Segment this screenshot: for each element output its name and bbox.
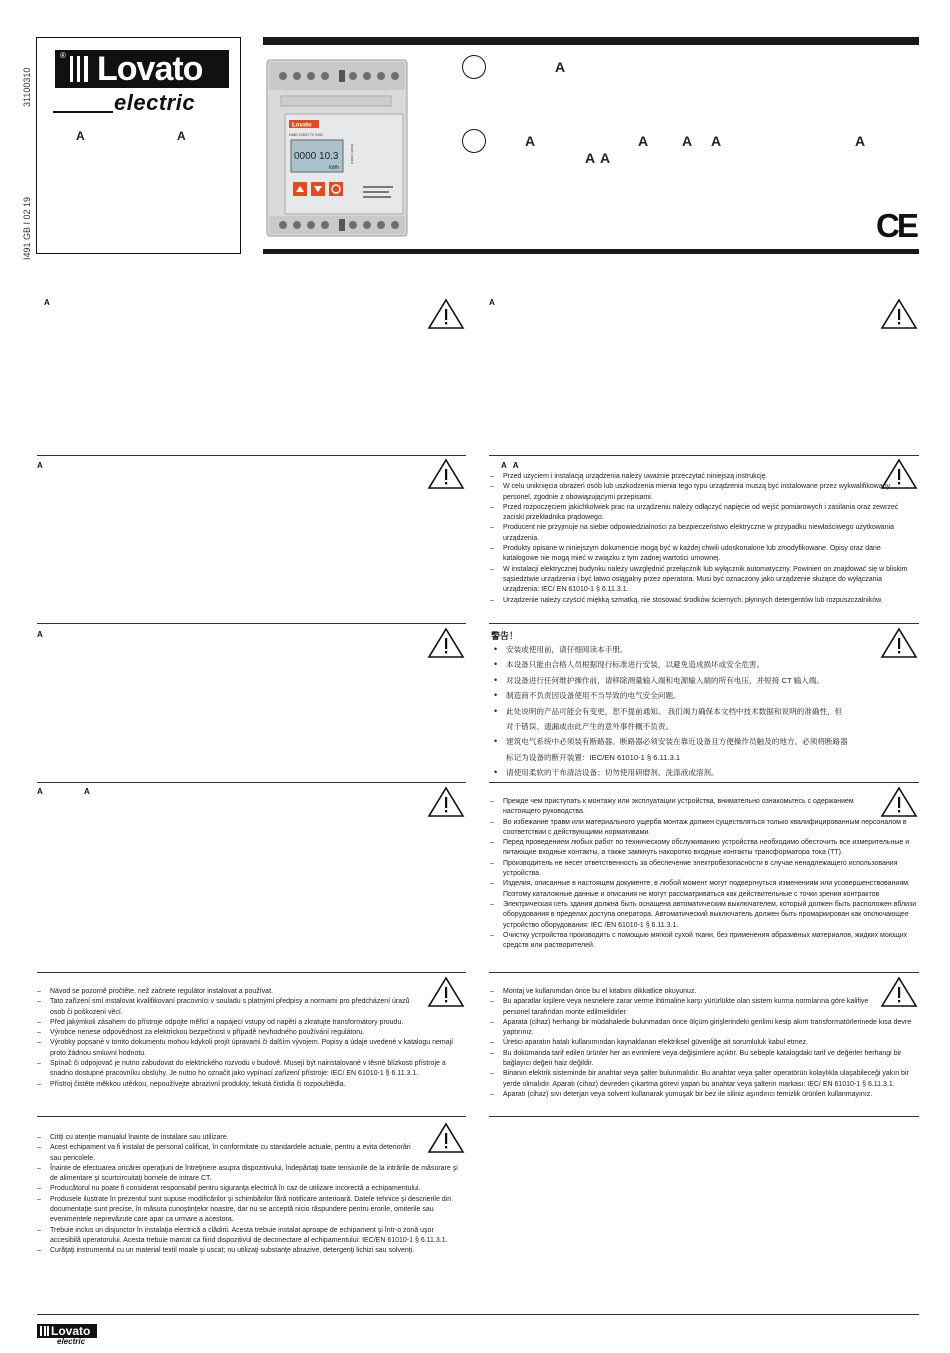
brand-name: Lovato [97,50,203,88]
device-model: DME D300 T2 MID [289,132,323,137]
footer-brand-sub: electric [57,1337,86,1346]
logo-box [36,37,241,254]
section-divider [37,972,466,973]
list-item: – W celu uniknięcia obrażeń osób lub uszkodzenia mienia tego typu urządzenia muszą być instalowane przez wykwalifikowany personel, zgodnie z obowiązującymi przepisami. [487,482,917,503]
header-title-2a: A [525,133,536,149]
romanian-warning-list [34,1133,466,1257]
list-item: – Przed użyciem i instalacją urządzenia należy uważnie przeczytać niniejszą instrukcję. [487,472,917,482]
section-left4-title-b: A [84,787,90,796]
footer-brand: Lovato [51,1324,91,1338]
header-bottom-bar [263,249,919,254]
section-divider [37,623,466,624]
device-display-value: 0000 10.3 [294,151,339,162]
list-item: – Изделия, описанные в настоящем документе, в любой момент могут подвергнуться изменениям или усовершенствованиям. Поэтому каталожные данные и описания не могут рассматриваться как действительные с точки зрения контрактов [487,879,919,900]
turkish-warning-list [487,987,919,1100]
list-item: – Прежде чем приступать к монтажу или эксплуатации устройства, внимательно ознакомьтесь с одержанием настоящего руководства. [487,797,919,818]
warning-icon [427,627,465,659]
list-item: – Urządzenie należy czyścić miękką szmatką, nie stosować środków ściernych, płynnych detergentów lub rozpuszczalników. [487,596,917,606]
section-en-title: A [44,298,50,307]
section-divider [37,1116,466,1117]
list-item: – Во избежание травм или материального ущерба монтаж должен существляться только квалифицированным персоналом в соответствии с действующими нормативами. [487,818,919,839]
list-item: – Výrobce nenese odpovědnost za elektrickou bezpečnost v případě nevhodného používání regulátoru. [34,1028,466,1038]
logo-title-a1: A [76,129,85,143]
pl-heading-a: A [501,461,513,470]
header-title-3: A A [585,150,612,166]
language-marker-1 [462,55,486,79]
list-item: – Bu aparatlar kişilere veya nesnelere zarar verme ihtimaline karşı yürürlükte olan sistem kurma normlarına göre kalifiye personel tarafından monte edilmelidirler [487,997,919,1018]
list-item: • 此处说明的产品可能会有变更，恕不提前通知。 我们竭力确保本文档中技术数据和说明的准确性，但 [492,704,917,719]
document-code: 31100310 [22,67,32,107]
chinese-warning-list [492,642,917,781]
section-left2-title: A [37,461,43,470]
section-divider [37,455,466,456]
list-item: – Spínač či odpojovač je nutno zabudovat do elektrického rozvodu v budově. Musejí být nainstalované v těsné blízkosti přístroje a snadno dostupné pracovníku obsluhy. Je nutno ho označit jako vypínací zařízení přístroje: IEC/ EN 61010-1 § 6.11.3.1. [34,1059,466,1080]
section-left4-title-a: A [37,787,43,796]
header-title-2b: A [638,133,649,149]
footer-divider [37,1314,919,1315]
list-item: – Przed rozpoczęciem jakichkolwiek prac na urządzeniu należy odłączyć napięcie od wejść pomiarowych i zasilania oraz zewrzeć zaciski przekładnika prądowego. [487,503,917,524]
chinese-warning-heading: 警告！ [491,631,519,641]
document-revision: I491 GB I 02 19 [22,196,32,260]
list-item: • 制造商不负责因设备使用不当导致的电气安全问题。 [492,688,917,703]
list-item: – Производитель не несет ответственность за обеспечение электробезопасности в случае ненадлежащего использования устройства. [487,859,919,880]
list-item: • 对设备进行任何维护操作前，请移除测量输入端和电源输入端的所有电压，并短接 CT 输入端。 [492,673,917,688]
section-divider [37,782,466,783]
section-pl-heading [501,461,525,470]
list-item: • 本设备只能由合格人员根据现行标准进行安装，以避免造成损坏或安全危害。 [492,657,917,672]
list-item: – Aparatı (cihaz) sıvı deterjan veya solvent kullanarak yumuşak bir bez ile siliniz aşındırıcı temizlik ürünleri kullanmayınız. [487,1090,919,1100]
list-item: – Produsele ilustrate în prezentul sunt supuse modificărilor şi schimbărilor fără notificare anterioară. Datele tehnice şi descrierile din documentaţie sunt precise, în măsura cunoştinţelor noastre, dar nu se acceptă nicio răspundere pentru erorile, omiterile sau evenimentele neprevăzute care apar ca urmare a acestora. [34,1195,466,1226]
header-title-2e: A [855,133,866,149]
czech-warning-list [34,987,466,1090]
section-divider [489,972,919,973]
header-top-bar [263,37,919,45]
energy-meter-image [263,52,411,242]
polish-warning-list [487,472,917,606]
list-item: – Montaj ve kullanımdan önce bu el kitabını dikkatlice okuyunuz. [487,987,919,997]
footer-logo [37,1324,97,1348]
list-item-continuation: 标记为设备的断开装置：IEC/EN 61010-1 § 6.11.3.1 [506,752,681,762]
logo-title-a2: A [177,129,186,143]
device-side-label: kvarh rated [350,144,355,165]
list-item: – Очистку устройства производить с помощью мягкой сухой ткани, без применения абразивных материалов, жидких моющих средств или растворителей. [487,931,919,952]
list-item: – Aparata (cihaz) herhangi bir müdahalede bulunmadan önce ölçüm girişlerindeki gerilimi kesip akım transformatörlerinede kısa devre yaptırınız. [487,1018,919,1039]
list-item: – Înainte de efectuarea oricărei operaţiuni de întreţinere asupra dispozitivului, îndepărtaţi toate tensiunile de la intrările de măsurare şi de alimentare şi scurtcircuitaţi bornele de intrare CT. [34,1164,466,1185]
list-item: – Binanın elektrik sisteminde bir anahtar veya şalter bulunmalıdır. Bu anahtar veya şalter operatörün kolaylıkla ulaşabileceği yakın bir yerde olmalıdır. Aparatı (cihaz) devreden çıkartma görevi yapan bu anahtar veya şalterin markası: IEC/ EN 61010-1 § 6.11.3.1. [487,1069,919,1090]
header-title-1: A [555,59,566,75]
list-item: – Návod se pozorně pročtěte, než začnete regulátor instalovat a používat. [34,987,466,997]
list-item: – Перед проведением любых работ по техническому обслуживанию устройства необходимо обесточить все измерительные и питающие входные контакты, а также замкнуть накоротко входные контакты трансформатора тока (ТТ). [487,838,919,859]
list-item: – Producent nie przyjmuje na siebie odpowiedzialności za bezpieczeństwo elektryczne w przypadku niewłaściwego użytkowania urządzenia. [487,523,917,544]
list-item: – Přístroj čistěte měkkou utěrkou, nepoužívejte abrazivní produkty, tekutá čistidla či rozpouštědla. [34,1080,466,1090]
russian-warning-list [487,797,919,951]
list-item: – Produkty opisane w niniejszym dokumencie mogą być w każdej chwili udoskonalone lub zmodyfikowane. Opisy oraz dane katalogowe nie mogą mieć w związku z tym żadnej wartości umownej. [487,544,917,565]
list-item: – Trebuie inclus un disjunctor în instalaţia electrică a clădirii. Acesta trebuie instalat aproape de echipament şi într-o zonă uşor accesibilă operatorului. Acesta trebuie marcat ca fiind dispozitivul de deconectare al echipamentului: IEC/EN 61010-1 § 6.11.3.1. [34,1226,466,1247]
device-brand: Lovato [292,122,312,129]
list-item: – Электрическая сеть здания должна быть оснащена автоматическим выключателем, который должен быть расположен вблизи оборудования в пределах доступа оператора. Автоматический выключатель должен быть промаркирован как отключающее устройство оборудования: IEC /EN 61010-1 § 6.11.3.1. [487,900,919,931]
section-divider [489,623,919,624]
list-item: • 请使用柔软的干布清洁设备；切勿使用研磨剂、洗涤液或溶剂。 [492,765,917,780]
list-item: – Üretici aparatın hatalı kullanımından kaynaklanan elektriksel güvenliğe ait sorumluluk kabul etmez. [487,1038,919,1048]
section-divider [489,455,919,456]
ce-mark: CE [876,207,916,244]
section-right1-title: A [489,298,495,307]
header-title-2d: A [711,133,722,149]
list-item: – Bu dokümanda tarif edilen ürünler her an evrimlere veya değişimlere açıktır. Bu sebeple katalogdaki tarif ve değerler herhangi bir bağlayıcı değeri haiz değildir. [487,1049,919,1070]
list-item: – Curăţaţi instrumentul cu un material textil moale şi uscat; nu utilizaţi substanţe abrazive, detergenţi lichizi sau solvenţi. [34,1246,466,1256]
registered-mark: ® [60,51,66,60]
warning-icon [880,298,918,330]
list-item: – W instalacji elektrycznej budynku należy uwzględnić przełącznik lub wyłącznik automatyczny. Powinien on znajdować się w bliskim sąsiedztwie urządzenia i być łatwo osiągalny przez operatora. Musi być oznaczony jako urządzenie służące do wyłączania urządzenia: IEC/ EN 61010-1 § 6.11.3.1. [487,565,917,596]
list-item: – Tato zařízení smí instalovat kvalifikovaní pracovníci v souladu s platnými předpisy a normami pro předcházení úrazů osob či poškození věcí. [34,997,466,1018]
warning-icon [427,298,465,330]
warning-icon [427,458,465,490]
list-item: – Výrobky popsané v tomto dokumentu mohou kdykoli projít úpravami či dalším vývojem. Popisy a údaje uvedené v katalogu nemají proto žádnou smluvní hodnotu. [34,1038,466,1059]
header-title-2c: A [682,133,693,149]
list-item: – Acest echipament va fi instalat de personal calificat, în conformitate cu standardele actuale, pentru a evita deteriorări sau pericolele. [34,1143,466,1164]
section-divider [489,782,919,783]
list-item: • 安装或使用前，请仔细阅读本手册。 [492,642,917,657]
section-left3-title: A [37,630,43,639]
pl-heading-b: A [512,461,525,470]
list-item: – Producătorul nu poate fi considerat responsabil pentru siguranţa electrică în caz de utilizare incorectă a echipamentului. [34,1184,466,1194]
section-divider [489,1116,919,1117]
list-item: – Citiţi cu atenţie manualul înainte de instalare sau utilizare. [34,1133,466,1143]
list-item: • 建筑电气系统中必须装有断路器。断路器必须安装在靠近设备且方便操作员触及的地方。必须将断路器 [492,734,917,749]
device-display-unit: kWh [329,165,339,171]
list-item-continuation: 对于错误、遗漏或由此产生的意外事件概不负责。 [506,722,674,732]
language-marker-2 [462,129,486,153]
lovato-logo [55,50,229,88]
warning-icon [427,786,465,818]
brand-subname: electric [114,90,196,115]
list-item: – Před jakýmkoli zásahem do přístroje odpojte měřicí a napájecí vstupy od napětí a zkratujte transformátory proudu. [34,1018,466,1028]
